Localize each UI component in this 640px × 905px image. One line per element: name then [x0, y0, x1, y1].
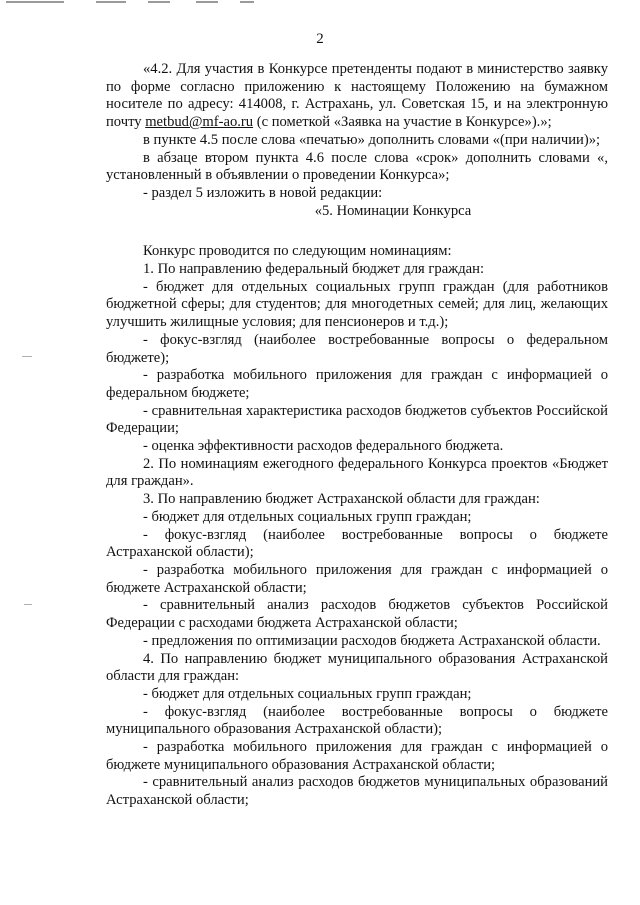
- paragraph-4-2: «4.2. Для участия в Конкурсе претенденты подают в министерство заявку по форме согласно приложению к настоящему Положению на бумажном носителе по адресу: 414008, г. Астрахань, ул. Советская 15, и на электронную почту metbud@mf-ao.ru (с пометкой «Заявка на участие в Конкурсе»).»;: [106, 61, 608, 131]
- list-item: - разработка мобильного приложения для граждан с информацией о федеральном бюджете;: [106, 367, 608, 401]
- list-item: - бюджет для отдельных социальных групп граждан;: [143, 508, 472, 525]
- section-heading: «5. Номинации Конкурса: [314, 202, 472, 219]
- list-heading: 2. По номинациям ежегодного федерального Конкурса проектов «Бюджет для граждан».: [106, 455, 608, 490]
- list-item: - разработка мобильного приложения для граждан с информацией о бюджете муниципального образования Астраханской области;: [106, 739, 608, 773]
- paragraph: в абзаце втором пункта 4.6 после слова «срок» дополнить словами «, установленный в объявлении о проведении Конкурса»;: [106, 149, 608, 184]
- paragraph: в пункте 4.5 после слова «печатью» дополнить словами «(при наличии)»;: [143, 131, 601, 148]
- paragraph: - раздел 5 изложить в новой редакции:: [143, 184, 383, 201]
- list-item: - сравнительный анализ расходов бюджетов муниципальных образований Астраханской области;: [106, 774, 608, 809]
- list-heading: 3. По направлению бюджет Астраханской области для граждан:: [143, 491, 540, 508]
- list-item: - фокус-взгляд (наиболее востребованные вопросы о бюджете муниципального образования Астраханской области);: [106, 703, 608, 738]
- margin-scan-mark: [22, 356, 32, 357]
- email-link[interactable]: metbud@mf-ao.ru: [145, 114, 254, 131]
- list-item: - фокус-взгляд (наиболее востребованные вопросы о бюджете Астраханской области);: [106, 526, 608, 561]
- list-heading: 1. По направлению федеральный бюджет для граждан:: [143, 261, 485, 278]
- list-item: - оценка эффективности расходов федерального бюджета.: [143, 438, 504, 455]
- paragraph: Конкурс проводится по следующим номинациям:: [143, 243, 452, 260]
- list-item: - сравнительный анализ расходов бюджетов субъектов Российской Федерации с расходами бюджета Астраханской области;: [106, 597, 608, 632]
- list-item: - предложения по оптимизации расходов бюджета Астраханской области.: [143, 632, 601, 649]
- document-body: [106, 61, 608, 810]
- margin-scan-mark: [24, 604, 32, 605]
- list-item: - фокус-взгляд (наиболее востребованные вопросы о федеральном бюджете);: [106, 331, 608, 366]
- scan-edge-artifact: [0, 0, 640, 4]
- list-item: - сравнительная характеристика расходов бюджетов субъектов Российской Федерации;: [106, 402, 608, 437]
- list-item: - бюджет для отдельных социальных групп граждан;: [143, 685, 472, 702]
- list-item: - бюджет для отдельных социальных групп граждан (для работников бюджетной сферы; для студентов; для многодетных семей; для лиц, желающих улучшить жилищные условия; для пенсионеров и т.д.);: [106, 278, 608, 331]
- list-item: - разработка мобильного приложения для граждан с информацией о бюджете Астраханской области;: [106, 561, 608, 596]
- page-number: 2: [316, 31, 324, 47]
- list-heading: 4. По направлению бюджет муниципального образования Астраханской области для граждан:: [106, 650, 608, 685]
